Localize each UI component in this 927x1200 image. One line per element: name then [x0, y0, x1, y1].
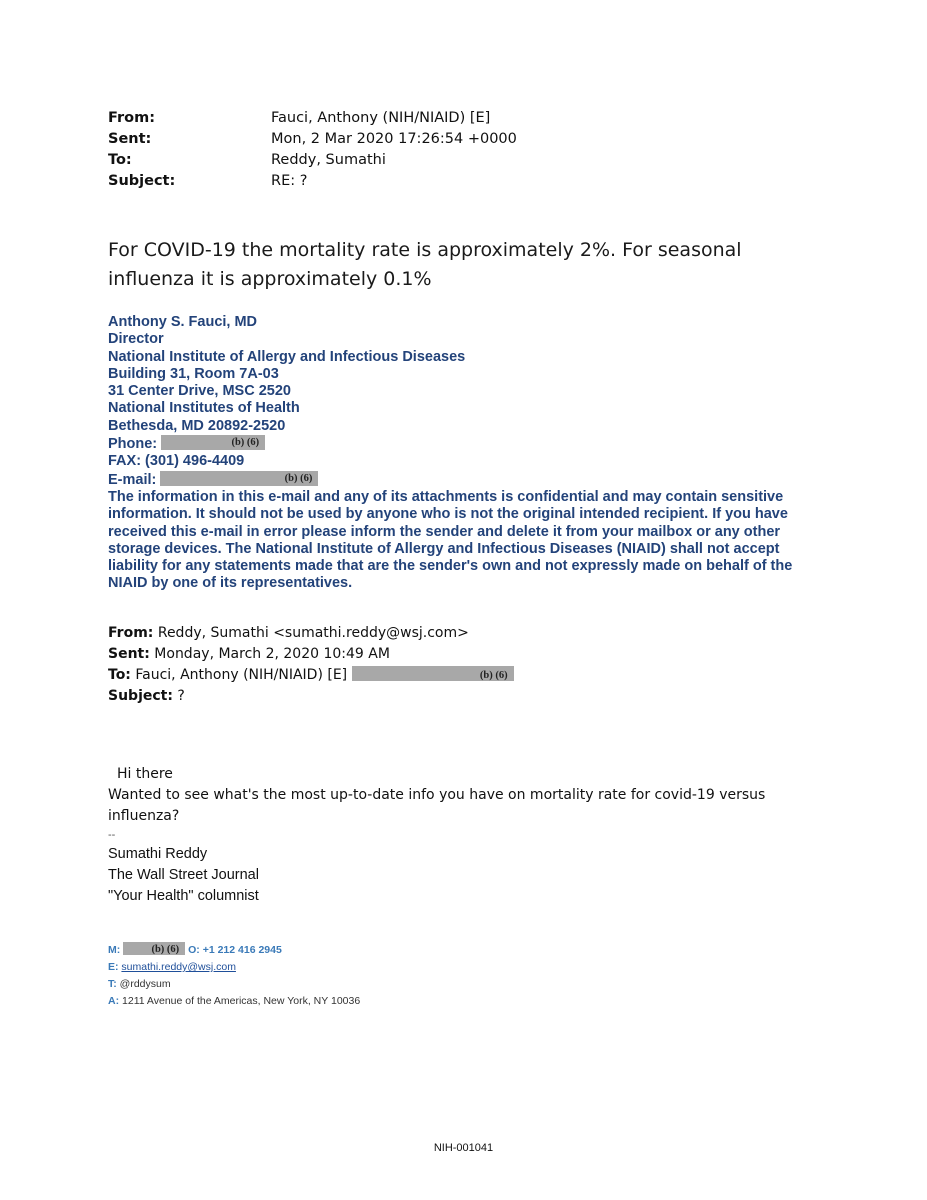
email-redaction-code: (b) (6) — [284, 472, 313, 484]
phone-redaction — [161, 435, 265, 450]
signature-fax: FAX: (301) 496-4409 — [108, 453, 245, 470]
header-to-row — [108, 150, 517, 171]
signature-institute: National Institute of Allergy and Infectious Diseases — [108, 348, 466, 365]
signature-phone — [108, 435, 828, 453]
email-label: E-mail: — [108, 471, 157, 488]
fwd-from-row — [108, 623, 514, 644]
fwd-from-value: Reddy, Sumathi <sumathi.reddy@wsj.com> — [153, 625, 469, 641]
message-greeting: Hi there — [117, 766, 173, 782]
contact-address-value: 1211 Avenue of the Americas, New York, NY 10036 — [122, 995, 361, 1007]
reply-body: For COVID-19 the mortality rate is approximately 2%. For seasonal influenza it is approximately 0.1% — [108, 239, 742, 290]
header-subject-row — [108, 171, 517, 192]
contact-twitter-row — [108, 976, 360, 993]
contact-a-label: A: — [108, 995, 120, 1007]
closing-outlet: The Wall Street Journal — [108, 867, 259, 883]
fwd-subject-value: ? — [172, 688, 185, 704]
contact-e-label: E: — [108, 961, 119, 973]
contact-email-row — [108, 959, 360, 976]
header-sent-value: Mon, 2 Mar 2020 17:26:54 +0000 — [271, 131, 517, 147]
message-question: Wanted to see what's the most up-to-date info you have on mortality rate for covid-19 versus influenza? — [108, 787, 766, 824]
reddy-signature — [108, 826, 259, 907]
bates-number: NIH-001041 — [433, 1142, 494, 1154]
signature-dash: -- — [108, 829, 116, 841]
signature-title: Director — [108, 331, 164, 348]
closing-role: "Your Health" columnist — [108, 888, 259, 904]
phone-label: Phone: — [108, 436, 158, 453]
header-from-value: Fauci, Anthony (NIH/NIAID) [E] — [271, 110, 491, 126]
signature-city: Bethesda, MD 20892-2520 — [108, 417, 286, 434]
header-subject-label: Subject: — [108, 173, 176, 189]
fwd-to-redaction — [352, 666, 514, 681]
header-to-label: To: — [108, 152, 132, 168]
header-from-row — [108, 108, 517, 129]
signature-email — [108, 471, 828, 489]
contact-t-label: T: — [108, 978, 117, 990]
contact-twitter-value: @rddysum — [119, 978, 171, 990]
fwd-sent-value: Monday, March 2, 2020 10:49 AM — [149, 646, 390, 662]
phone-redaction-code: (b) (6) — [231, 437, 260, 449]
header-to-value: Reddy, Sumathi — [271, 152, 386, 168]
forwarded-header — [108, 623, 514, 707]
contact-email-link[interactable]: sumathi.reddy@wsj.com — [121, 961, 236, 973]
fwd-to-row — [108, 665, 514, 686]
signature-building: Building 31, Room 7A-03 — [108, 365, 279, 382]
signature-name: Anthony S. Fauci, MD — [108, 314, 258, 330]
contact-block — [108, 942, 360, 1010]
contact-address-row — [108, 993, 360, 1010]
fwd-to-value: Fauci, Anthony (NIH/NIAID) [E] — [130, 667, 352, 683]
signature-disclaimer: The information in this e-mail and any of its attachments is confidential and may contain sensitive information. It should not be used by anyone who is not the original intended recipient. If you have received this e-mail in error please inform the sender and delete it from your mailbox or any other storage devices. The National Institute of Allergy and Infectious Diseases (NIAID) shall not accept liability for any statements made that are the sender's own and not expressly made on behalf of the NIAID by one of its representatives. — [108, 488, 793, 592]
fwd-sent-label: Sent: — [108, 646, 150, 662]
closing-name: Sumathi Reddy — [108, 846, 208, 862]
signature-address: 31 Center Drive, MSC 2520 — [108, 383, 291, 400]
original-message — [108, 764, 808, 827]
email-header — [108, 108, 517, 192]
fwd-subject-label: Subject: — [108, 688, 173, 704]
contact-o-value: +1 212 416 2945 — [202, 944, 282, 956]
contact-m-label: M: — [108, 944, 121, 956]
fwd-from-label: From: — [108, 625, 154, 641]
contact-m-redaction — [123, 942, 185, 955]
signature-org: National Institutes of Health — [108, 400, 300, 417]
fwd-sent-row — [108, 644, 514, 665]
contact-o-label: O: — [188, 944, 200, 956]
header-sent-row — [108, 129, 517, 150]
fauci-signature — [108, 314, 828, 593]
contact-phone-row — [108, 942, 360, 959]
fwd-subject-row — [108, 686, 514, 707]
email-redaction — [160, 471, 318, 486]
header-subject-value: RE: ? — [271, 173, 308, 189]
fwd-to-redaction-code: (b) (6) — [479, 670, 508, 681]
header-sent-label: Sent: — [108, 131, 152, 147]
fwd-to-label: To: — [108, 667, 131, 683]
header-from-label: From: — [108, 110, 155, 126]
contact-m-redaction-code: (b) (6) — [151, 944, 180, 955]
